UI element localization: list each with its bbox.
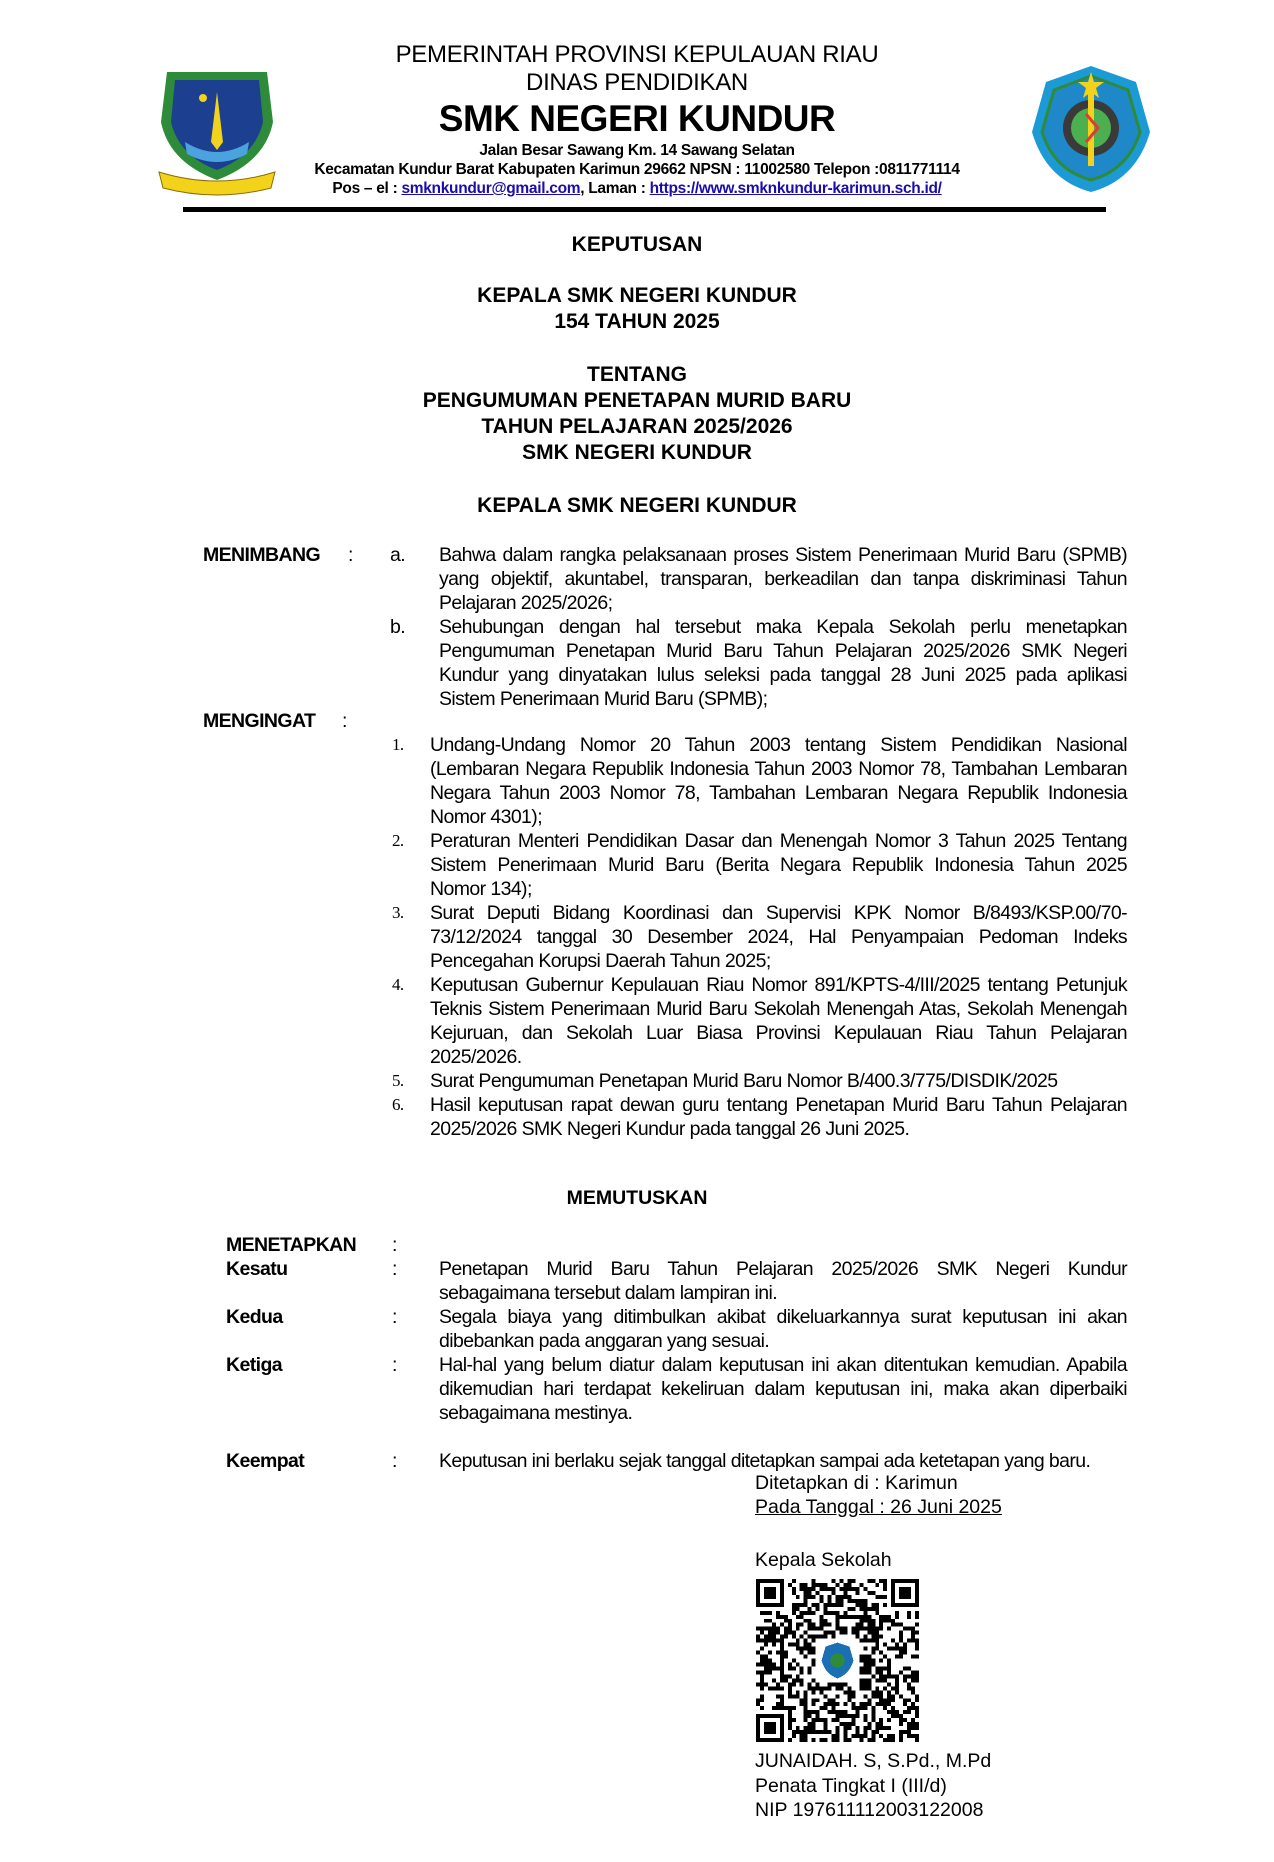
item-text: Keputusan Gubernur Kepulauan Riau Nomor 891/KPTS-4/III/2025 tentang Petunjuk Teknis Sistem Penerimaan Murid Baru Sekolah Menengah Atas, Sekolah Menengah Kejuruan, dan Sekolah Luar Biasa Provinsi Kepulauan Riau Tahun Pelajaran 2025/2026. <box>430 974 1127 1068</box>
item-text: Surat Deputi Bidang Koordinasi dan Supervisi KPK Nomor B/8493/KSP.00/70-73/12/2024 tanggal 30 Desember 2024, Hal Penyampaian Pedoman Indeks Pencegahan Korupsi Daerah Tahun 2025; <box>430 902 1127 972</box>
menimbang-label: MENIMBANG <box>203 544 321 566</box>
subject-line-2: TAHUN PELAJARAN 2025/2026 <box>481 415 793 438</box>
item-text: Peraturan Menteri Pendidikan Dasar dan Menengah Nomor 3 Tahun 2025 Tentang Sistem Penerimaan Murid Baru (Berita Negara Republik Indonesia Tahun 2025 Nomor 134); <box>430 830 1127 900</box>
decree-number: 154 TAHUN 2025 <box>554 310 720 333</box>
item-marker: 4. <box>392 975 404 994</box>
item-text: Surat Pengumuman Penetapan Murid Baru Nomor B/400.3/775/DISDIK/2025 <box>430 1070 1058 1092</box>
letterhead-address-contact: Kecamatan Kundur Barat Kabupaten Karimun 29662 NPSN : 11002580 Telepon :0811771114 <box>314 161 960 178</box>
menetapkan-colon: : <box>392 1234 397 1256</box>
signature-place: Ditetapkan di : Karimun <box>755 1472 958 1494</box>
list-item <box>392 829 1127 901</box>
item-text: Hasil keputusan rapat dewan guru tentang Penetapan Murid Baru Tahun Pelajaran 2025/2026 SMK Negeri Kundur pada tanggal 26 Juni 2025. <box>430 1094 1127 1140</box>
decision-text: Segala biaya yang ditimbulkan akibat dikeluarkannya surat keputusan ini akan dibebankan pada anggaran yang sesuai. <box>439 1306 1127 1352</box>
mengingat-colon: : <box>342 710 347 732</box>
decision-label: Kedua <box>226 1306 283 1328</box>
qr-code-signature-icon <box>755 1579 920 1742</box>
decision-item <box>226 1257 1127 1305</box>
list-item <box>392 901 1127 973</box>
letterhead-divider <box>183 207 1106 212</box>
letterhead-online <box>0 179 1274 198</box>
email-link[interactable]: smknkundur@gmail.com <box>401 180 581 197</box>
decision-text: Hal-hal yang belum diatur dalam keputusan ini akan ditentukan kemudian. Apabila dikemudian hari terdapat kekeliruan dalam keputusan ini, maka akan diperbaiki sebagaimana mestinya. <box>439 1354 1127 1424</box>
signatory <box>755 1749 991 1823</box>
decision-label: Ketiga <box>226 1354 282 1376</box>
decision-colon: : <box>392 1258 397 1280</box>
head-heading: KEPALA SMK NEGERI KUNDUR <box>477 494 797 517</box>
signatory-name: JUNAIDAH. S, S.Pd., M.Pd <box>755 1750 992 1772</box>
document-type: KEPUTUSAN <box>571 233 703 256</box>
list-item <box>390 615 1127 711</box>
list-item <box>392 1069 1127 1093</box>
decision-colon: : <box>392 1354 397 1376</box>
item-marker: 3. <box>392 903 404 922</box>
memutuskan-heading: MEMUTUSKAN <box>566 1187 708 1209</box>
item-marker: 1. <box>392 735 404 754</box>
decision-label: Kesatu <box>226 1258 288 1280</box>
mengingat-list <box>392 733 1127 1141</box>
item-text: Bahwa dalam rangka pelaksanaan proses Sistem Penerimaan Murid Baru (SPMB) yang objektif, akuntabel, transparan, berkeadilan dan tanpa diskriminasi Tahun Pelajaran 2025/2026; <box>439 544 1127 614</box>
item-text: Undang-Undang Nomor 20 Tahun 2003 tentang Sistem Pendidikan Nasional (Lembaran Negara Republik Indonesia Tahun 2003 Nomor 78, Tambahan Lembaran Negara Tahun 2003 Nomor 78, Tambahan Lembaran Negara Republik Indonesia Nomor 4301); <box>430 734 1127 828</box>
decision-colon: : <box>392 1306 397 1328</box>
menetapkan-label: MENETAPKAN <box>226 1234 357 1256</box>
menimbang-list <box>390 543 1127 711</box>
signature-block <box>755 1471 1002 1572</box>
item-text: Sehubungan dengan hal tersebut maka Kepala Sekolah perlu menetapkan Pengumuman Penetapan Murid Baru Tahun Pelajaran 2025/2026 SMK Negeri Kundur yang dinyatakan lulus seleksi pada tanggal 28 Juni 2025 pada aplikasi Sistem Penerimaan Murid Baru (SPMB); <box>439 616 1127 710</box>
letterhead-department: DINAS PENDIDIKAN <box>526 69 748 96</box>
item-marker: 5. <box>392 1071 404 1090</box>
signatory-nip: NIP 197611112003122008 <box>755 1799 984 1821</box>
signature-position: Kepala Sekolah <box>755 1549 892 1571</box>
decision-label: Keempat <box>226 1450 305 1472</box>
website-label: , Laman : <box>580 180 650 197</box>
signatory-rank: Penata Tingkat I (III/d) <box>755 1774 947 1797</box>
item-marker: b. <box>390 616 406 638</box>
item-marker: 6. <box>392 1095 404 1114</box>
decision-colon: : <box>392 1450 397 1472</box>
website-link[interactable]: https://www.smknkundur-karimun.sch.id/ <box>649 180 942 197</box>
list-item <box>392 973 1127 1069</box>
item-marker: a. <box>390 544 406 566</box>
subject-line-1: PENGUMUMAN PENETAPAN MURID BARU <box>422 389 852 412</box>
decision-item <box>226 1353 1127 1425</box>
menimbang-colon: : <box>348 544 353 566</box>
tentang-heading: TENTANG <box>587 363 687 386</box>
list-item <box>392 733 1127 829</box>
email-label: Pos – el : <box>332 180 402 197</box>
decision-text: Penetapan Murid Baru Tahun Pelajaran 2025/2026 SMK Negeri Kundur sebagaimana tersebut dalam lampiran ini. <box>439 1258 1127 1304</box>
list-item <box>392 1093 1127 1141</box>
decision-text: Keputusan ini berlaku sejak tanggal ditetapkan sampai ada ketetapan yang baru. <box>439 1450 1091 1472</box>
memutuskan-list <box>226 1257 1127 1473</box>
letterhead-school-name: SMK NEGERI KUNDUR <box>438 98 836 139</box>
list-item <box>390 543 1127 615</box>
decision-item <box>226 1305 1127 1353</box>
item-marker: 2. <box>392 831 404 850</box>
mengingat-label: MENGINGAT <box>203 710 316 732</box>
letterhead-government: PEMERINTAH PROVINSI KEPULAUAN RIAU <box>395 41 879 68</box>
subject-line-3: SMK NEGERI KUNDUR <box>522 441 752 464</box>
decision-item <box>226 1449 1127 1473</box>
letterhead-address: Jalan Besar Sawang Km. 14 Sawang Selatan <box>479 142 795 159</box>
issuer: KEPALA SMK NEGERI KUNDUR <box>477 284 797 307</box>
signature-date: Pada Tanggal : 26 Juni 2025 <box>755 1496 1002 1518</box>
